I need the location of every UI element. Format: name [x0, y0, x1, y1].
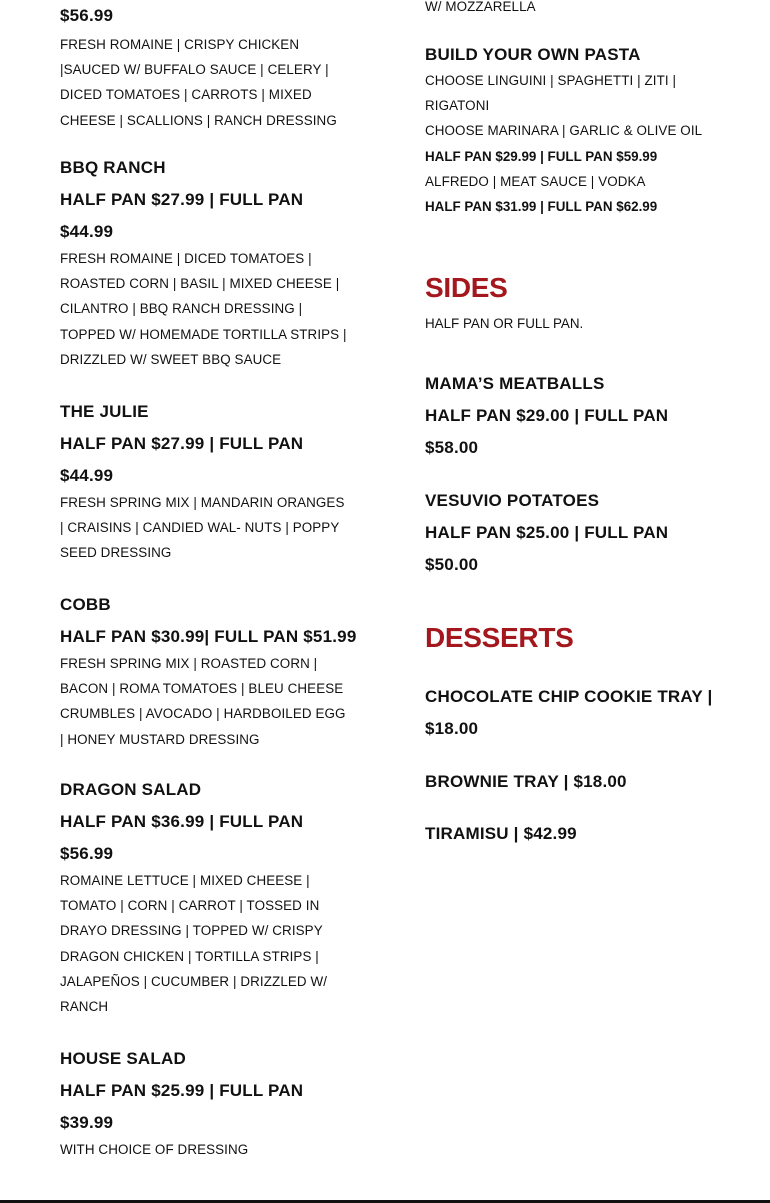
sauce-choice-line: CHOOSE MARINARA | GARLIC & OLIVE OIL [425, 123, 703, 139]
previous-item-description: W/ MOZZARELLA [425, 0, 536, 14]
item-name: HOUSE SALAD [60, 1049, 186, 1068]
item-name: MAMA’S MEATBALLS [425, 374, 605, 393]
menu-item-dragon-salad [60, 774, 350, 1019]
desserts-section-title: DESSERTS [425, 622, 574, 653]
menu-item-brownie-tray: BROWNIE TRAY | $18.00 [425, 772, 627, 791]
item-price: HALF PAN $25.99 | FULL PAN $39.99 [60, 1081, 304, 1132]
item-name: DRAGON SALAD [60, 780, 202, 799]
menu-item-cobb [60, 589, 360, 752]
menu-item-vesuvio-potatoes [425, 485, 715, 581]
sides-section-title: SIDES [425, 272, 508, 303]
item-price: HALF PAN $27.99 | FULL PAN $44.99 [60, 190, 304, 241]
item-description: FRESH SPRING MIX | ROASTED CORN | BACON | ROMA TOMATOES | BLEU CHEESE CRUMBLES | AVOCADO | HARDBOILED EGG | HONEY MUSTARD DRESSING [60, 656, 346, 747]
item-price: HALF PAN $30.99| FULL PAN $51.99 [60, 627, 357, 646]
item-description: FRESH SPRING MIX | MANDARIN ORANGES | CRAISINS | CANDIED WAL- NUTS | POPPY SEED DRESSING [60, 495, 345, 561]
menu-item-chocolate-chip-cookie-tray: CHOCOLATE CHIP COOKIE TRAY | $18.00 [425, 687, 713, 738]
item-name: BUILD YOUR OWN PASTA [425, 45, 641, 64]
buffalo-salad-description: FRESH ROMAINE | CRISPY CHICKEN |SAUCED W/ BUFFALO SAUCE | CELERY | DICED TOMATOES | CARROTS | MIXED CHEESE | SCALLIONS | RANCH DRESSING [60, 37, 337, 128]
item-name: BBQ RANCH [60, 158, 166, 177]
menu-item-build-your-own-pasta [425, 39, 725, 219]
item-price: HALF PAN $29.00 | FULL PAN $58.00 [425, 406, 669, 457]
menu-item-tiramisu: TIRAMISU | $42.99 [425, 824, 577, 843]
item-description: ROMAINE LETTUCE | MIXED CHEESE | TOMATO | CORN | CARROT | TOSSED IN DRAYO DRESSING | TOPPED W/ CRISPY DRAGON CHICKEN | TORTILLA STRIPS | JALAPEÑOS | CUCUMBER | DRIZZLED W/ RANCH [60, 873, 328, 1015]
menu-item-mamas-meatballs [425, 368, 715, 464]
item-description: FRESH ROMAINE | DICED TOMATOES | ROASTED CORN | BASIL | MIXED CHEESE | CILANTRO | BBQ RANCH DRESSING | TOPPED W/ HOMEMADE TORTILLA STRIPS | DRIZZLED W/ SWEET BBQ SAUCE [60, 251, 347, 367]
item-name: COBB [60, 595, 111, 614]
pasta-price-line: HALF PAN $29.99 | FULL PAN $59.99 [425, 148, 658, 164]
premium-sauce-line: ALFREDO | MEAT SAUCE | VODKA [425, 173, 646, 189]
pasta-choice-line: CHOOSE LINGUINI | SPAGHETTI | ZITI | RIGATONI [425, 73, 677, 114]
buffalo-salad-price: $56.99 [60, 6, 114, 25]
item-name: VESUVIO POTATOES [425, 491, 600, 510]
item-price: HALF PAN $27.99 | FULL PAN $44.99 [60, 434, 304, 485]
sides-note: HALF PAN OR FULL PAN. [425, 316, 584, 331]
item-name: THE JULIE [60, 402, 149, 421]
item-price: HALF PAN $25.00 | FULL PAN $50.00 [425, 523, 669, 574]
menu-item-house-salad [60, 1043, 350, 1162]
premium-pasta-price-line: HALF PAN $31.99 | FULL PAN $62.99 [425, 199, 658, 215]
menu-item-the-julie [60, 396, 350, 566]
item-description: WITH CHOICE OF DRESSING [60, 1142, 249, 1157]
item-price: HALF PAN $36.99 | FULL PAN $56.99 [60, 812, 304, 863]
menu-item-bbq-ranch [60, 152, 350, 372]
